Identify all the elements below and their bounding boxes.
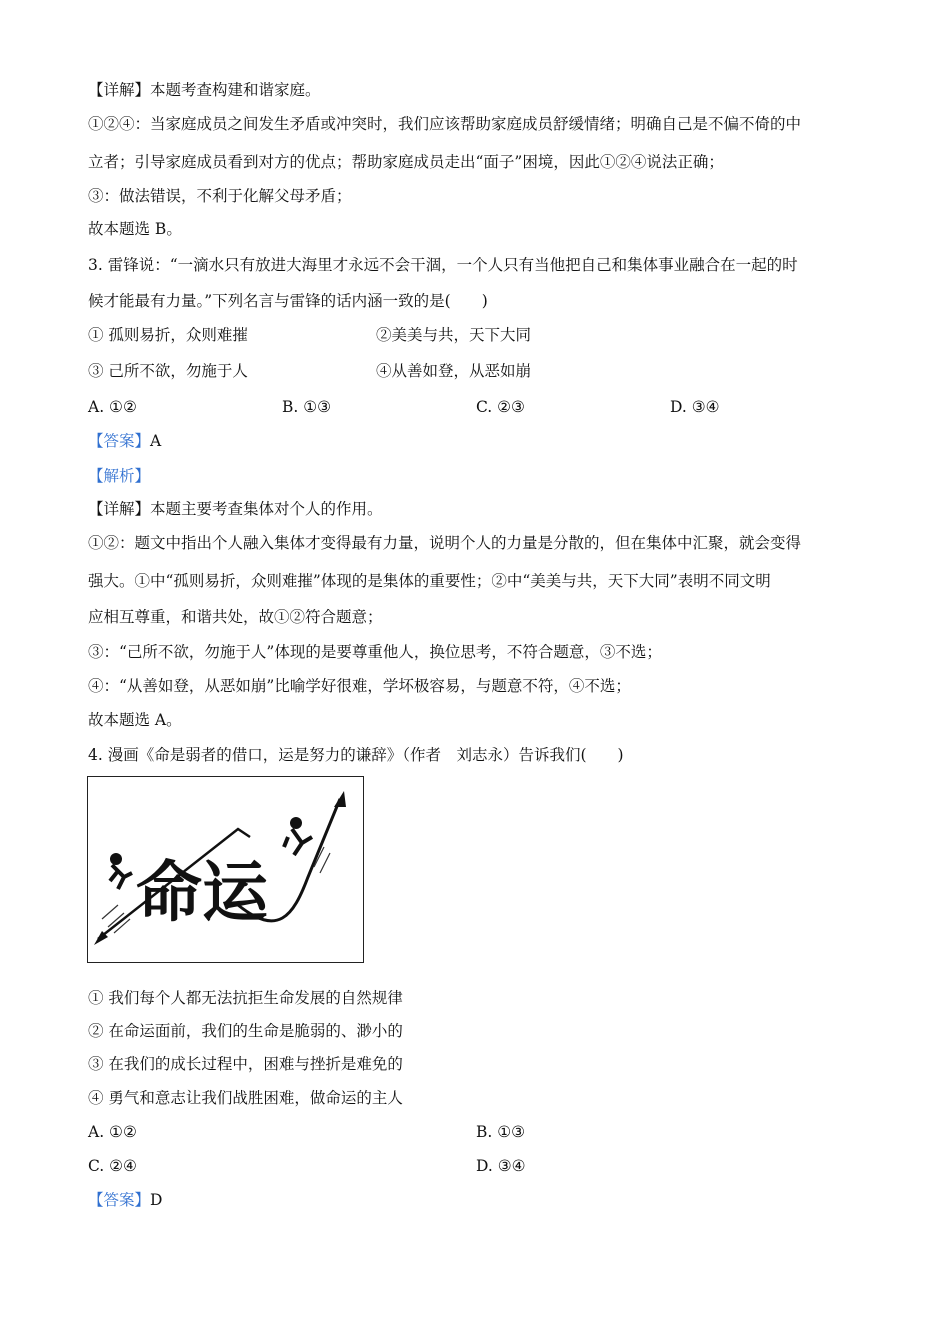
q2-detail: 【详解】本题考查构建和谐家庭。 bbox=[88, 81, 321, 99]
q4-answer bbox=[88, 1190, 162, 1210]
comic-caption-text: 命运 bbox=[136, 855, 268, 929]
q3-stem-a: 3. 雷锋说：“一滴水只有放进大海里才永远不会干涸，一个人只有当他把自己和集体事业融合在一起的时 bbox=[88, 256, 798, 274]
q2-explanation-1a: ①②④：当家庭成员之间发生矛盾或冲突时，我们应该帮助家庭成员舒缓情绪；明确自己是不偏不倚的中 bbox=[88, 115, 802, 133]
q2-explanation-2: ③：做法错误，不利于化解父母矛盾； bbox=[88, 187, 352, 205]
q3-analysis-label: 【解析】 bbox=[88, 467, 151, 485]
q3-explanation-1b: 强大。①中“孤则易折，众则难摧”体现的是集体的重要性；②中“美美与共，天下大同”表明不同文明 bbox=[88, 572, 771, 590]
q3-explanation-1a: ①②：题文中指出个人融入集体才变得最有力量，说明个人的力量是分散的，但在集体中汇聚，就会变得 bbox=[88, 534, 802, 552]
q4-answer-value: D bbox=[150, 1191, 163, 1209]
q4-option-a: A. ①② bbox=[88, 1123, 137, 1141]
q4-answer-label: 【答案】 bbox=[88, 1191, 151, 1209]
figure-right bbox=[284, 817, 312, 855]
figure-left bbox=[110, 853, 132, 889]
q3-option-a: A. ①② bbox=[88, 398, 137, 416]
hatch-left bbox=[102, 905, 130, 933]
q3-stem-b: 候才能最有力量。”下列名言与雷锋的话内涵一致的是( ) bbox=[88, 292, 488, 310]
q3-conclusion: 故本题选 A。 bbox=[88, 711, 182, 729]
comic-illustration bbox=[87, 776, 364, 963]
q3-detail: 【详解】本题主要考查集体对个人的作用。 bbox=[88, 500, 383, 518]
q2-conclusion: 故本题选 B。 bbox=[88, 220, 182, 238]
q3-option-c: C. ②③ bbox=[476, 398, 525, 416]
q3-answer-value: A bbox=[150, 432, 162, 450]
q3-item-2: ②美美与共，天下大同 bbox=[376, 326, 532, 344]
q3-explanation-1c: 应相互尊重，和谐共处，故①②符合题意； bbox=[88, 608, 383, 626]
q3-option-d: D. ③④ bbox=[670, 398, 720, 416]
q3-explanation-2: ③：“己所不欲，勿施于人”体现的是要尊重他人，换位思考，不符合题意，③不选； bbox=[88, 643, 662, 661]
q4-item-3: ③ 在我们的成长过程中，困难与挫折是难免的 bbox=[88, 1055, 403, 1073]
q4-option-d: D. ③④ bbox=[476, 1157, 526, 1175]
q4-stem: 4. 漫画《命是弱者的借口，运是努力的谦辞》（作者 刘志永）告诉我们( ) bbox=[88, 746, 624, 764]
q3-explanation-3: ④：“从善如登，从恶如崩”比喻学好很难，学坏极容易，与题意不符，④不选； bbox=[88, 677, 631, 695]
comic-drawing bbox=[88, 777, 362, 961]
q2-explanation-1b: 立者；引导家庭成员看到对方的优点；帮助家庭成员走出“面子”困境，因此①②④说法正确； bbox=[88, 153, 724, 171]
q4-item-4: ④ 勇气和意志让我们战胜困难，做命运的主人 bbox=[88, 1089, 403, 1107]
q3-item-3: ③ 己所不欲，勿施于人 bbox=[88, 362, 248, 380]
q4-option-c: C. ②④ bbox=[88, 1157, 137, 1175]
q3-item-4: ④从善如登，从恶如崩 bbox=[376, 362, 532, 380]
q3-answer bbox=[88, 431, 161, 451]
q3-item-1: ① 孤则易折，众则难摧 bbox=[88, 326, 248, 344]
q4-item-1: ① 我们每个人都无法抗拒生命发展的自然规律 bbox=[88, 989, 403, 1007]
arrow-head-up bbox=[334, 791, 346, 807]
q3-answer-label: 【答案】 bbox=[88, 432, 151, 450]
q4-item-2: ② 在命运面前，我们的生命是脆弱的、渺小的 bbox=[88, 1022, 403, 1040]
q4-option-b: B. ①③ bbox=[476, 1123, 526, 1141]
q3-option-b: B. ①③ bbox=[282, 398, 332, 416]
